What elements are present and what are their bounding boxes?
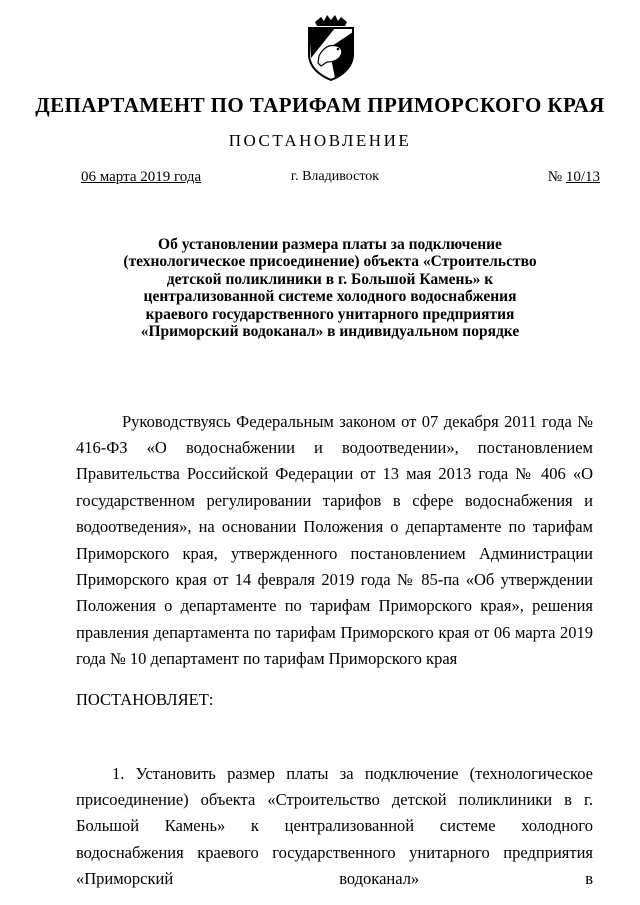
document-number <box>548 169 600 186</box>
number-prefix: № <box>547 169 563 185</box>
item-1-paragraph: 1. Установить размер платы за подключение (технологическое присоединение) объекта «Строительство детской поликлиники в г. Большой Камень» к централизованной системе холодного водоснабжения краевого государственного унитарного предприятия «Приморский водоканал» в <box>76 763 593 889</box>
primorsky-krai-coat-of-arms-icon <box>299 8 363 84</box>
preamble-paragraph: Руководствуясь Федеральным законом от 07 декабря 2011 года № 416-ФЗ «О водоснабжении и водоотведении», постановлением Правительства Российской Федерации от 13 мая 2013 года № 406 «О государственном регулировании тарифов в сфере водоснабжения и водоотведения», на основании Положения о департаменте по тарифам Приморского края, утвержденного постановлением Администрации Приморского края от 14 февраля 2019 года № 85-па «Об утверждении Положения о департаменте по тарифам Приморского края», решения правления департамента по тарифам Приморского края от 06 марта 2019 года № 10 департамент по тарифам Приморского края <box>76 411 593 669</box>
document-city: г. Владивосток <box>290 169 380 184</box>
number-value: 10/13 <box>565 169 600 185</box>
document-type: ПОСТАНОВЛЕНИЕ <box>228 131 412 150</box>
document-heading: Об установлении размера платы за подключение (технологическое присоединение) объекта «Строительство детской поликлиники в г. Большой Камень» к централизованной системе холодного водоснабжения краевого государственного унитарного предприятия «Приморский водоканал» в индивидуальном порядке <box>123 236 537 341</box>
department-title: ДЕПАРТАМЕНТ ПО ТАРИФАМ ПРИМОРСКОГО КРАЯ <box>35 93 605 117</box>
document-date: 06 марта 2019 года <box>81 169 202 185</box>
decrees-label: ПОСТАНОВЛЯЕТ: <box>76 690 214 709</box>
